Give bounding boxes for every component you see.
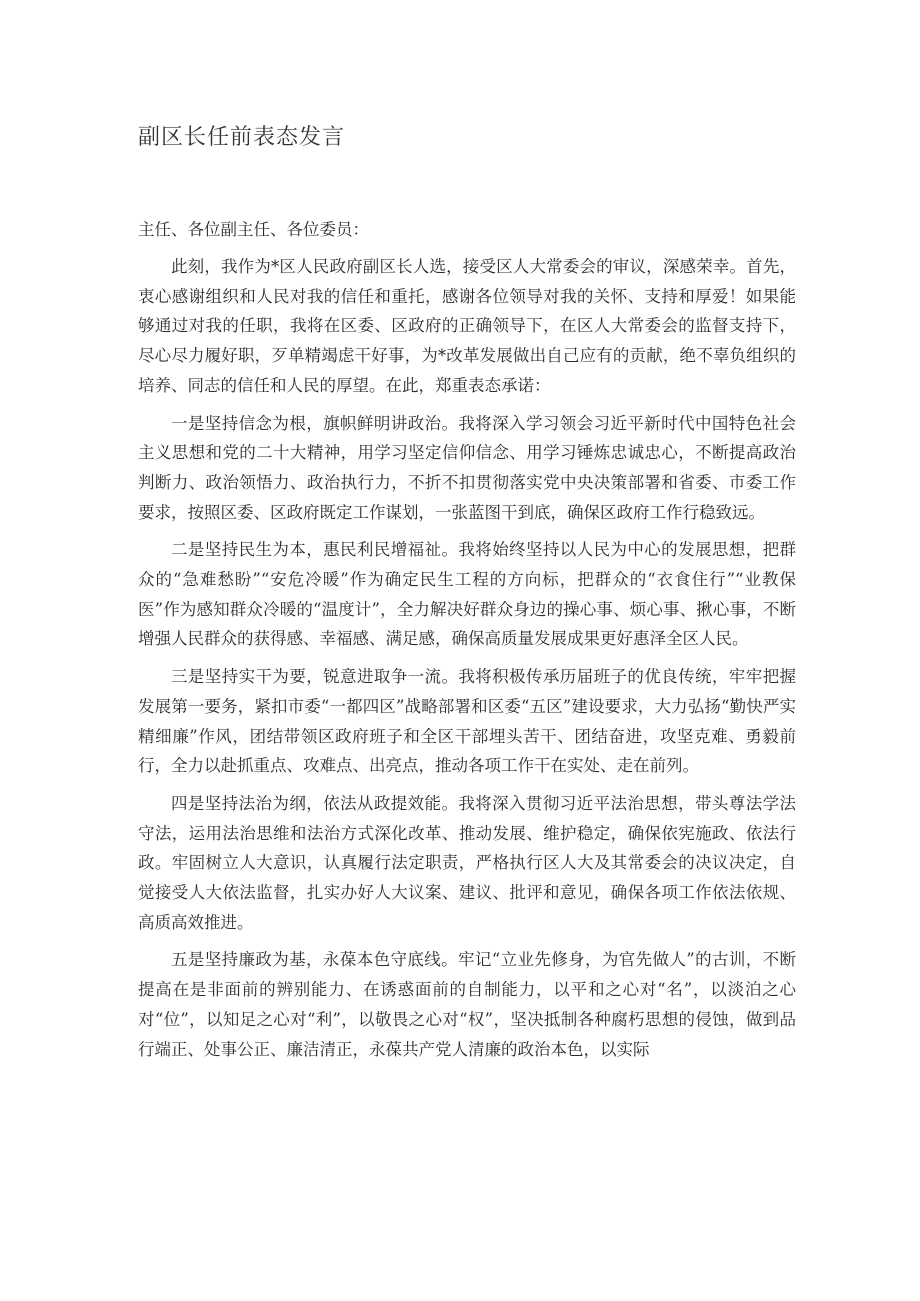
paragraph-point-2: 二是坚持民生为本，惠民利民增福祉。我将始终坚持以人民为中心的发展思想，把群众的“急难愁盼”“安危冷暖”作为确定民生工程的方向标，把群众的“衣食住行”“业教保医”作为感知群众冷暖的“温度计”，全力解决好群众身边的操心事、烦心事、揪心事，不断增强人民群众的获得感、幸福感、满足感，确保高质量发展成果更好惠泽全区人民。 <box>138 540 796 649</box>
paragraph-point-5: 五是坚持廉政为基，永葆本色守底线。牢记“立业先修身，为官先做人”的古训，不断提高在是非面前的辨别能力、在诱惑面前的自制能力，以平和之心对“名”，以淡泊之心对“位”，以知足之心对“利”，以敬畏之心对“权”，坚决抵制各种腐朽思想的侵蚀，做到品行端正、处事公正、廉洁清正，永葆共产党人清廉的政治本色，以实际 <box>138 950 796 1059</box>
salutation: 主任、各位副主任、各位委员： <box>138 220 369 239</box>
paragraph-point-4: 四是坚持法治为纲，依法从政提效能。我将深入贯彻习近平法治思想，带头尊法学法守法，运用法治思维和法治方式深化改革、推动发展、维护稳定，确保依宪施政、依法行政。牢固树立人大意识，认真履行法定职责，严格执行区人大及其常委会的决议决定，自觉接受人大依法监督，扎实办好人大议案、建议、批评和意见，确保各项工作依法依规、高质高效推进。 <box>138 793 796 932</box>
document-title: 副区长任前表态发言 <box>138 125 346 150</box>
paragraph-intro: 此刻，我作为*区人民政府副区长人选，接受区人大常委会的审议，深感荣幸。首先，衷心感谢组织和人民对我的信任和重托，感谢各位领导对我的关怀、支持和厚爱！如果能够通过对我的任职，我将在区委、区政府的正确领导下，在区人大常委会的监督支持下，尽心尽力履好职，歹单精竭虑干好事，为*改革发展做出自己应有的贡献，绝不辜负组织的培养、同志的信任和人民的厚望。在此，郑重表态承诺： <box>138 257 796 395</box>
paragraph-point-1: 一是坚持信念为根，旗帜鲜明讲政治。我将深入学习领会习近平新时代中国特色社会主义思想和党的二十大精神，用学习坚定信仰信念、用学习锤炼忠诚忠心，不断提高政治判断力、政治领悟力、政治执行力，不折不扣贯彻落实党中央决策部署和省委、市委工作要求，按照区委、区政府既定工作谋划，一张蓝图干到底，确保区政府工作行稳致远。 <box>138 413 796 522</box>
document-body <box>138 252 796 1072</box>
paragraph-point-3: 三是坚持实干为要，锐意进取争一流。我将积极传承历届班子的优良传统，牢牢把握发展第一要务，紧扣市委“一都四区”战略部署和区委“五区”建设要求，大力弘扬“勤快严实精细廉”作风，团结带领区政府班子和全区干部埋头苦干、团结奋进，攻坚克难、勇毅前行，全力以赴抓重点、攻难点、出亮点，推动各项工作干在实处、走在前列。 <box>138 667 796 776</box>
